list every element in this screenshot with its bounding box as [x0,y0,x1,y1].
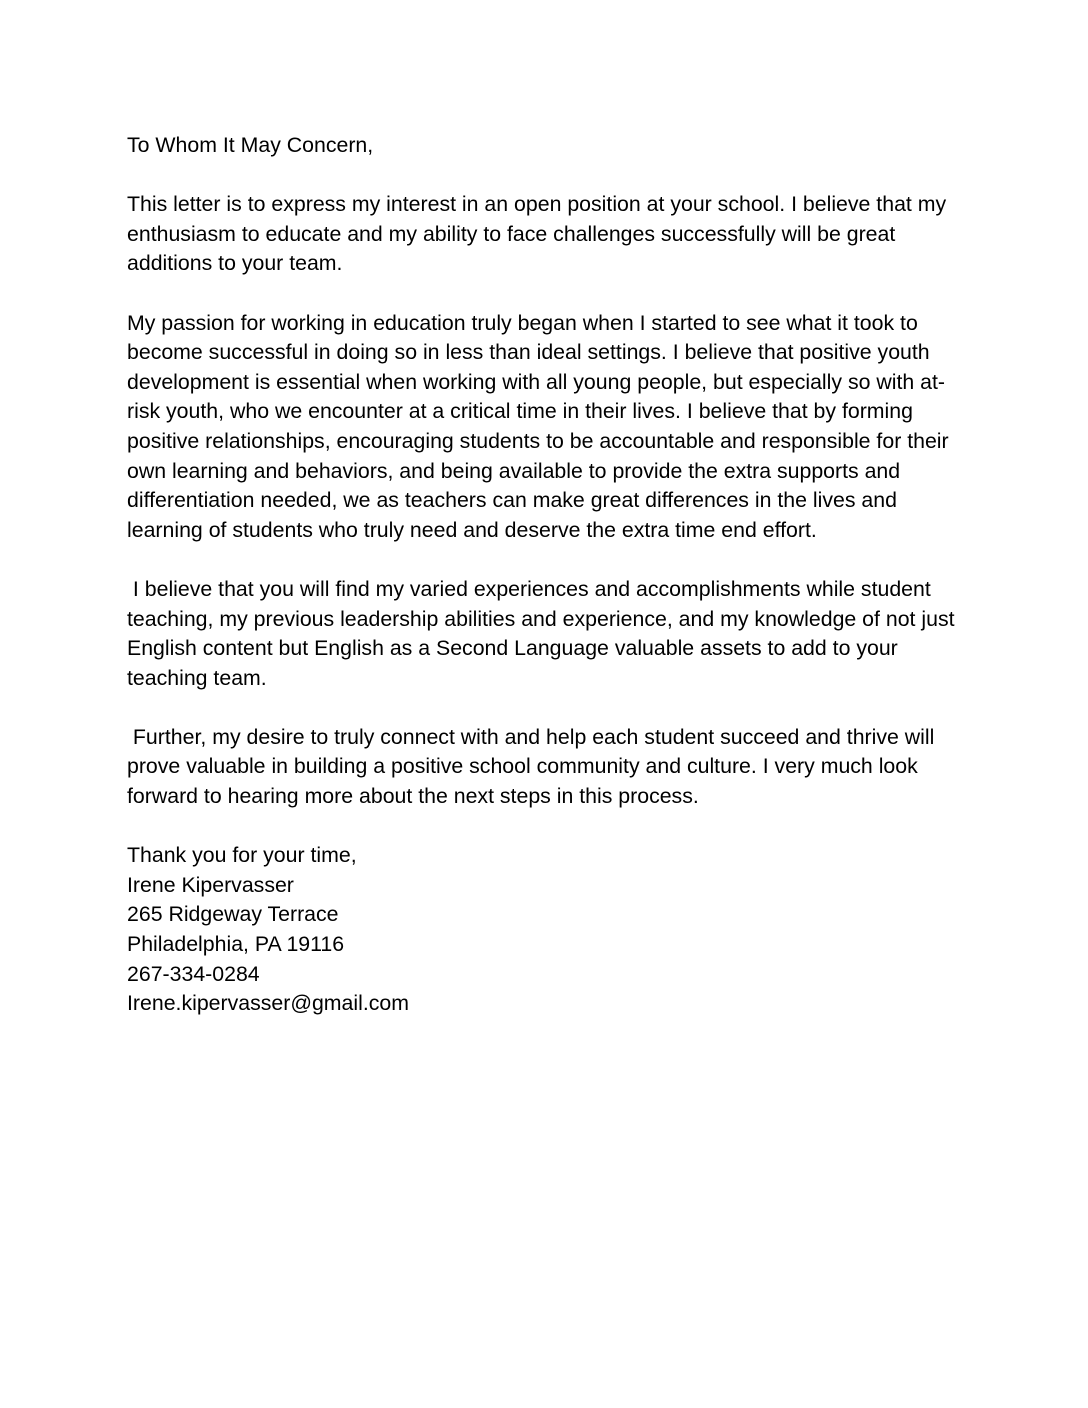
signature-phone: 267-334-0284 [127,961,260,986]
paragraph-further: Further, my desire to truly connect with and help each student succeed and thrive will prove valuable in building a positive school community and culture. I very much look forward to hearing more about the next steps in this process. [127,724,941,809]
signature-name: Irene Kipervasser [127,872,294,897]
signature-block [127,841,960,1019]
salutation: To Whom It May Concern, [127,133,374,157]
signature-email: Irene.kipervasser@gmail.com [127,991,410,1016]
paragraph-passion: My passion for working in education truly began when I started to see what it took to become successful in doing so in less than ideal settings. I believe that positive youth development is essential when working with all young people, but especially so with at-risk youth, who we encounter at a critical time in their lives. I believe that by forming positive relationships, encouraging students to be accountable and responsible for their own learning and behaviors, and being available to provide the extra supports and differentiation needed, we as teachers can make great differences in the lives and learning of students who truly need and deserve the extra time end effort. [127,310,955,542]
signature-address-street: 265 Ridgeway Terrace [127,902,339,927]
paragraph-interest: This letter is to express my interest in an open position at your school. I believe that my enthusiasm to educate and my ability to face challenges successfully will be great additions to your team. [127,192,953,276]
signature-address-city: Philadelphia, PA 19116 [127,932,345,957]
closing-line: Thank you for your time, [127,843,357,868]
paragraph-experience: I believe that you will find my varied experiences and accomplishments while student teaching, my previous leadership abilities and experience, and my knowledge of not just English content but English as a Second Language valuable assets to add to your teaching team. [127,576,961,690]
